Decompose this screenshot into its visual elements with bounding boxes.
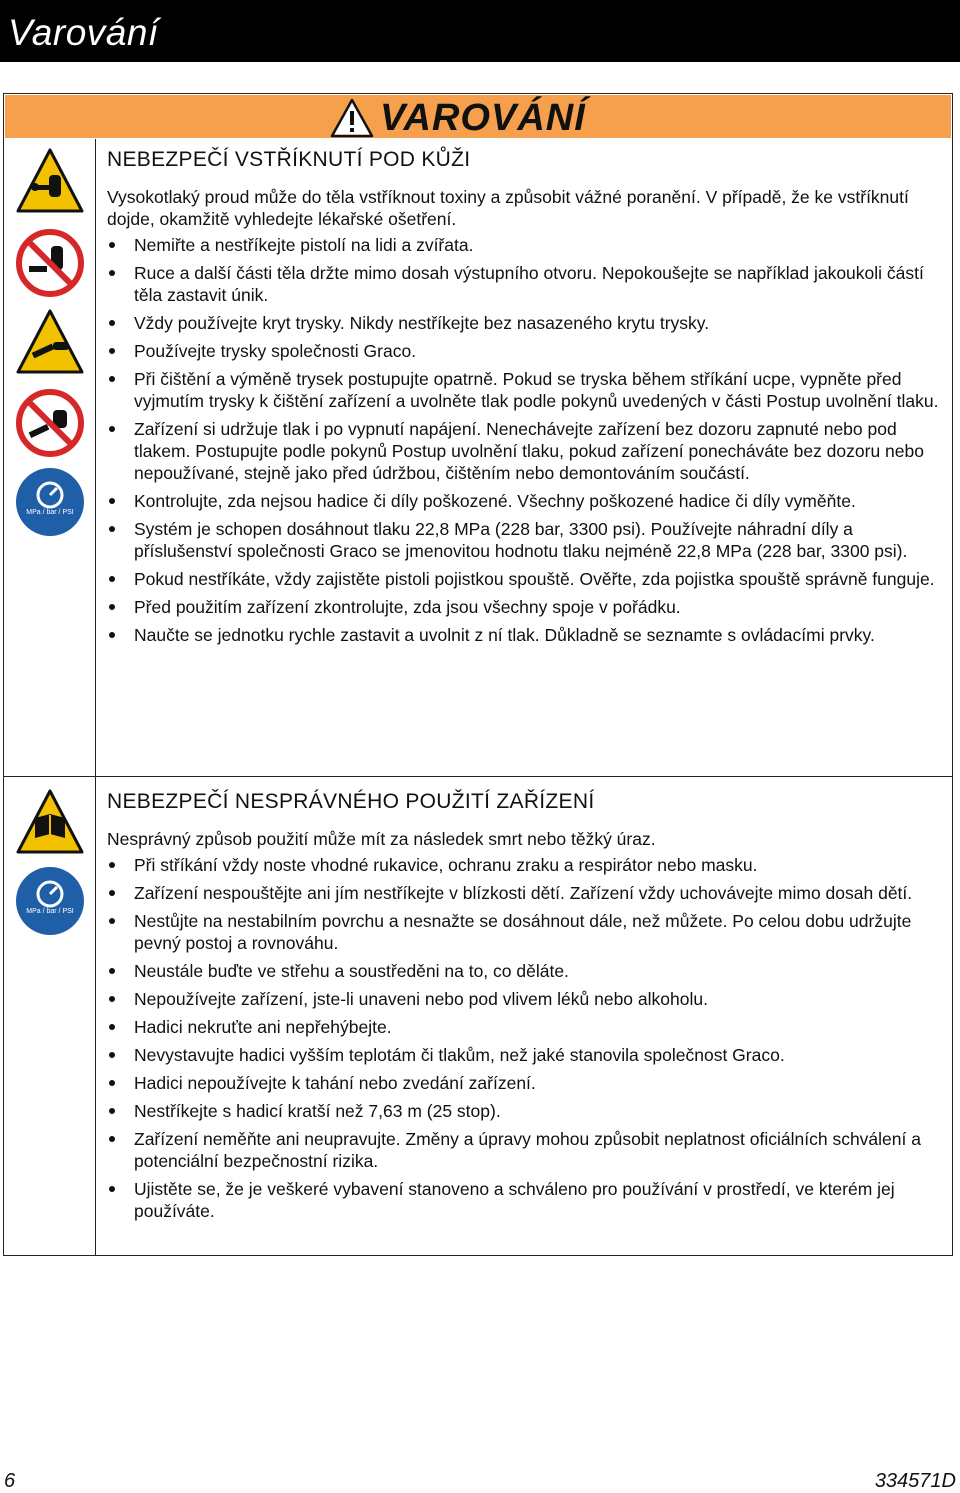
- list-item: Systém je schopen dosáhnout tlaku 22,8 MPa (228 bar, 3300 psi). Používejte náhradní díly a příslušenství společnosti Graco se jmenovitou hodnotu tlaku nejméně 22,8 MPa (228 bar, 3300 psi).: [107, 518, 945, 562]
- pressure-gauge-icon: [15, 866, 85, 936]
- skin-injection-hazard-icon: [15, 147, 85, 217]
- list-item: Nepoužívejte zařízení, jste-li unaveni nebo pod vlivem léků nebo alkoholu.: [107, 988, 945, 1010]
- section-intro: Vysokotlaký proud může do těla vstříknout toxiny a způsobit vážné poranění. V případě, že ke vstříknutí dojde, okamžitě vyhledejte lékařské ošetření.: [107, 187, 909, 229]
- list-item: Hadici nepoužívejte k tahání nebo zvedání zařízení.: [107, 1072, 945, 1094]
- skin-injection-section: [107, 148, 945, 652]
- list-item: Ruce a další části těla držte mimo dosah výstupního otvoru. Nepokoušejte se například jakoukoli částí těla zastavit únik.: [107, 262, 945, 306]
- list-item: Zařízení neměňte ani neupravujte. Změny a úpravy mohou způsobit neplatnost oficiálních schválení a potenciální bezpečnostní rizika.: [107, 1128, 945, 1172]
- list-item: Při stříkání vždy noste vhodné rukavice, ochranu zraku a respirátor nebo masku.: [107, 854, 945, 876]
- section-divider: [3, 776, 953, 777]
- read-manual-hazard-icon: [15, 788, 85, 858]
- pressure-relief-icon: [15, 467, 85, 537]
- icon-column: [3, 139, 96, 1256]
- list-item: Kontrolujte, zda nejsou hadice či díly poškozené. Všechny poškozené hadice či díly vyměňte.: [107, 490, 945, 512]
- list-item: Před použitím zařízení zkontrolujte, zda jsou všechny spoje v pořádku.: [107, 596, 945, 618]
- injection-injury-hazard-icon: [15, 308, 85, 378]
- list-item: Nevystavujte hadici vyšším teplotám či tlakům, než jaké stanovila společnost Graco.: [107, 1044, 945, 1066]
- page-title: Varování: [8, 12, 159, 53]
- pressure-units-label: MPa / bar / PSI: [26, 908, 74, 915]
- list-item: Zařízení nespouštějte ani jím nestříkejte v blízkosti dětí. Zařízení vždy uchovávejte mimo dosah dětí.: [107, 882, 945, 904]
- list-item: Nestříkejte s hadicí kratší než 7,63 m (25 stop).: [107, 1100, 945, 1122]
- list-item: Používejte trysky společnosti Graco.: [107, 340, 945, 362]
- document-code: 334571D: [874, 1470, 956, 1492]
- list-item: Nemiřte a nestříkejte pistolí na lidi a zvířata.: [107, 234, 945, 256]
- bullet-list: [107, 854, 945, 1222]
- list-item: Neustále buďte ve střehu a soustředěni na to, co děláte.: [107, 960, 945, 982]
- list-item: Zařízení si udržuje tlak i po vypnutí napájení. Nenechávejte zařízení bez dozoru zapnuté nebo pod tlakem. Postupujte podle pokynů Postup uvolnění tlaku, pokud zařízení ponecháváte bez dozoru nebo nepoužívané, stejně jako před údržbou, čištěním nebo demontováním součástí.: [107, 418, 945, 484]
- pressure-gauge-icon: [15, 467, 85, 537]
- page-header-bar: [0, 0, 960, 62]
- warning-banner: [330, 96, 586, 140]
- list-item: Pokud nestříkáte, vždy zajistěte pistoli pojistkou spouště. Ověřte, zda pojistka spouště správně funguje.: [107, 568, 945, 590]
- pressure-relief-icon-2: [15, 866, 85, 936]
- no-spraying-at-hand-icon: [15, 228, 85, 298]
- warning-triangle-icon: [330, 98, 374, 138]
- warning-banner-label: VAROVÁNÍ: [380, 96, 586, 139]
- no-hand-over-tip-icon: [15, 388, 85, 458]
- pressure-units-label: MPa / bar / PSI: [26, 509, 74, 516]
- list-item: Vždy používejte kryt trysky. Nikdy nestříkejte bez nasazeného krytu trysky.: [107, 312, 945, 334]
- list-item: Hadici nekruťte ani nepřehýbejte.: [107, 1016, 945, 1038]
- list-item: Při čištění a výměně trysek postupujte opatrně. Pokud se tryska během stříkání ucpe, vypněte před vyjmutím trysky k čištění zařízení a uvolněte tlak podle pokynů uvedených v části Postup uvolnění tlaku.: [107, 368, 945, 412]
- list-item: Naučte se jednotku rychle zastavit a uvolnit z ní tlak. Důkladně se seznamte s ovládacími prvky.: [107, 624, 945, 646]
- section-title: NEBEZPEČÍ NESPRÁVNÉHO POUŽITÍ ZAŘÍZENÍ: [107, 790, 595, 813]
- misuse-section: [107, 790, 945, 1228]
- list-item: Ujistěte se, že je veškeré vybavení stanoveno a schváleno pro používání v prostředí, ve kterém jej používáte.: [107, 1178, 945, 1222]
- section-intro: Nesprávný způsob použití může mít za následek smrt nebo těžký úraz.: [107, 829, 656, 849]
- list-item: Nestůjte na nestabilním povrchu a nesnažte se dosáhnout dále, než můžete. Po celou dobu udržujte pevný postoj a rovnováhu.: [107, 910, 945, 954]
- page-number: 6: [4, 1470, 16, 1492]
- bullet-list: [107, 234, 945, 646]
- section-title: NEBEZPEČÍ VSTŘÍKNUTÍ POD KŮŽI: [107, 148, 471, 171]
